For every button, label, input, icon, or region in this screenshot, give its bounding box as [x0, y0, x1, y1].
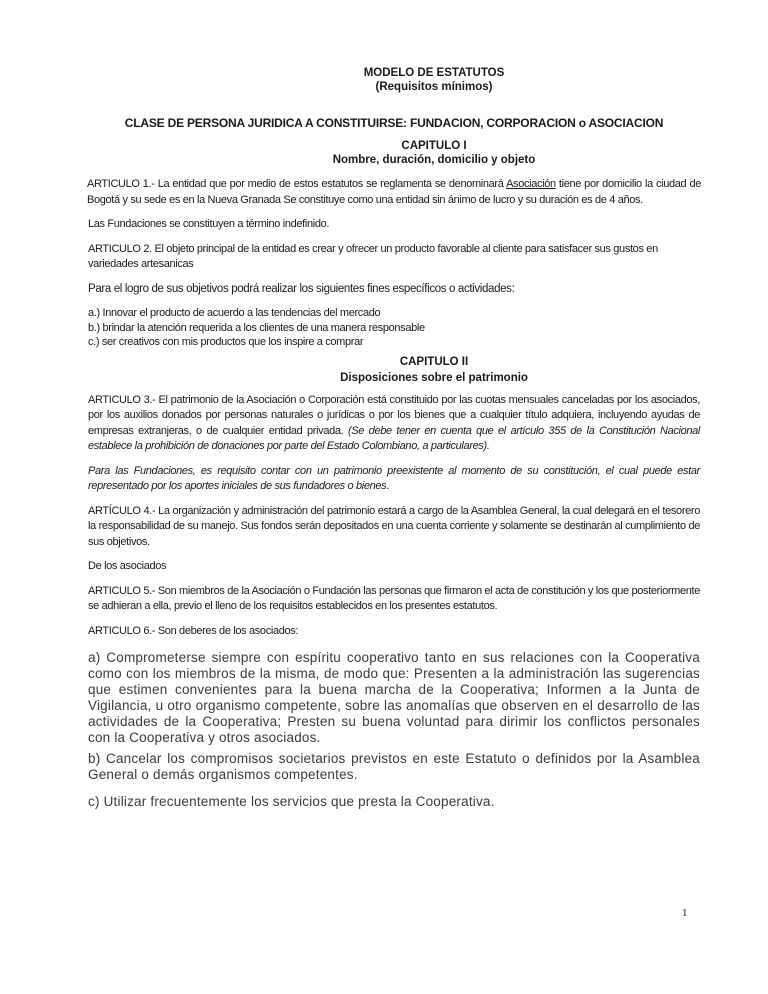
fines-item-c: c.) ser creativos con mis productos que los inspire a comprar — [88, 336, 364, 348]
fundaciones-termino: Las Fundaciones se constituyen a término indefinido. — [88, 218, 330, 230]
fines-item-b: b.) brindar la atención requerida a los clientes de una manera responsable — [88, 321, 425, 334]
article-3-note: (Se debe tener en cuenta que el artículo 355 de la Constitución Nacional establece la prohibición de donaciones por parte del Estado Colombiano, a particulares). — [88, 424, 700, 452]
fines-intro: Para el logro de sus objetivos podrá realizar los siguientes fines específicos o actividades: — [88, 282, 515, 295]
entity-name: Asociación — [506, 178, 556, 190]
article-6: ARTICULO 6.- Son deberes de los asociados: — [88, 624, 299, 637]
chapter-2-subheading: Disposiciones sobre el patrimonio — [340, 371, 528, 384]
fundaciones-patrimonio — [88, 464, 700, 495]
article-2: ARTICULO 2. El objeto principal de la entidad es crear y ofrecer un producto favorable al cliente para satisfacer sus gustos en variedades artesanicas — [88, 242, 658, 270]
document-page — [88, 66, 700, 810]
article-1 — [87, 177, 701, 208]
article-5: ARTICULO 5.- Son miembros de la Asociación o Fundación las personas que firmaron el acta de constitución y los que posteriormente se adhieran a ella, previo el lleno de los requisitos establecidos en los presentes estatutos. — [88, 584, 700, 612]
deber-a: a) Comprometerse siempre con espíritu cooperativo tanto en sus relaciones con la Cooperativa como con los miembros de la misma, de modo que: Presenten a la administración las sugerencias que estimen convenientes para la buena marcha de la Cooperativa; Informen a la Junta de Vigilancia, u otro organismo competente, sobre las anomalías que observen en el desarrollo de las actividades de la Cooperativa; Presten su buena voluntad para dirimir los conflictos personales con la Cooperativa y otros asociados. — [88, 650, 700, 745]
document-title: MODELO DE ESTATUTOS — [363, 67, 505, 79]
deber-c: c) Utilizar frecuentemente los servicios que presta la Cooperativa. — [88, 794, 495, 809]
article-3 — [88, 393, 700, 455]
document-subtitle: (Requisitos mínimos) — [375, 81, 493, 93]
page-number: 1 — [682, 907, 688, 919]
article-1-post: tiene por domicilio la ciudad de Bogotá y su sede es en la Nueva Granada Se constituye como una entidad sin ánimo de lucro y su duración es de 4 años. — [87, 178, 702, 206]
fundaciones-patrimonio-text: Para las Fundaciones, es requisito contar con un patrimonio preexistente al momento de su constitución, el cual puede estar representado por los aportes iniciales de sus fundadores o bienes — [88, 464, 700, 492]
persona-juridica-heading: CLASE DE PERSONA JURIDICA A CONSTITUIRSE: FUNDACION, CORPORACION o ASOCIACION — [124, 116, 664, 130]
fines-item-a: a.) Innovar el producto de acuerdo a las tendencias del mercado — [88, 307, 381, 319]
article-1-pre: ARTICULO 1.- La entidad que por medio de estos estatutos se reglamenta se denominará — [87, 178, 507, 190]
article-4: ARTÍCULO 4.- La organización y administración del patrimonio estará a cargo de la Asamblea General, la cual delegará en el tesorero la responsabilidad de su manejo. Sus fondos serán depositados en una cuenta corriente y solamente se destinarán al cumplimiento de sus objetivos. — [88, 504, 700, 548]
article-3-text: ARTICULO 3.- El patrimonio de la Asociación o Corporación está constituido por las cuotas mensuales canceladas por los asociados, por los auxilios donados por personas naturales o jurídicas o por los bienes que a cualquier título adquiera, incluyendo ayudas de empresas extranjeras, o de cualquier entidad privada. — [88, 393, 700, 437]
chapter-2-heading: CAPITULO II — [399, 355, 469, 368]
chapter-1-subheading: Nombre, duración, domicilio y objeto — [332, 154, 536, 166]
chapter-1-heading: CAPITULO I — [401, 140, 467, 152]
deber-b: b) Cancelar los compromisos societarios previstos en este Estatuto o definidos por la Asamblea General o demás organismos competentes. — [88, 751, 700, 782]
asociados-heading: De los asociados — [88, 560, 167, 572]
fundaciones-patrimonio-end: . — [386, 480, 390, 492]
